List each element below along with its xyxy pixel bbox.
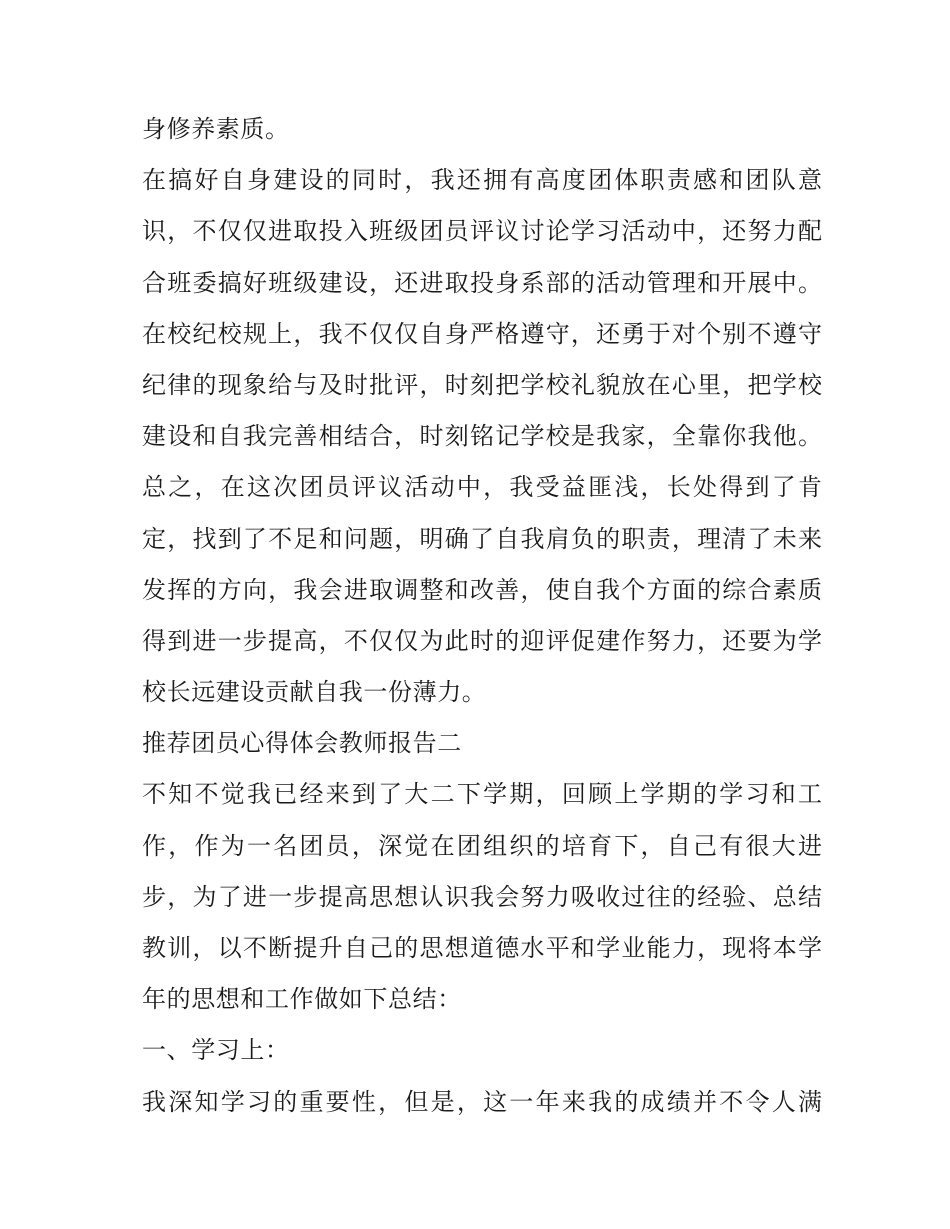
text-line-18: 年的思想和工作做如下总结： [142,985,462,1014]
text-line-4: 合班委搞好班级建设，还进取投身系部的活动管理和开展中。 [142,268,822,297]
section-heading: 推荐团员心得体会教师报告二 [142,729,462,758]
subsection-heading: 一、学习上： [142,1036,290,1065]
text-line-5: 在校纪校规上，我不仅仅自身严格遵守，还勇于对个别不遵守 [142,319,822,348]
text-line-17: 教训，以不断提升自己的思想道德水平和学业能力，现将本学 [142,934,822,962]
text-line-3: 识，不仅仅进取投入班级团员评议讨论学习活动中，还努力配 [142,217,822,246]
text-line-14: 不知不觉我已经来到了大二下学期，回顾上学期的学习和工 [142,780,822,809]
text-line-8: 总之，在这次团员评议活动中，我受益匪浅，长处得到了肯 [142,473,822,502]
text-line-6: 纪律的现象给与及时批评，时刻把学校礼貌放在心里，把学校 [142,370,822,399]
text-line-7: 建设和自我完善相结合，时刻铭记学校是我家，全靠你我他。 [142,422,822,451]
document-body [142,104,822,1128]
text-line-15: 作，作为一名团员，深觉在团组织的培育下，自己有很大进 [142,831,822,860]
text-line-11: 得到进一步提高，不仅仅为此时的迎评促建作努力，还要为学 [142,626,822,655]
text-line-1: 身修养素质。 [142,115,290,143]
text-line-16: 步，为了进一步提高思想认识我会努力吸收过往的经验、总结 [142,882,822,911]
text-line-2: 在搞好自身建设的同时，我还拥有高度团体职责感和团队意 [142,166,822,195]
text-line-12: 校长远建设贡献自我一份薄力。 [142,678,487,707]
text-line-20: 我深知学习的重要性，但是，这一年来我的成绩并不令人满 [142,1087,822,1116]
text-line-9: 定，找到了不足和问题，明确了自我肩负的职责，理清了未来 [142,524,822,553]
text-line-10: 发挥的方向，我会进取调整和改善，使自我个方面的综合素质 [142,575,822,604]
